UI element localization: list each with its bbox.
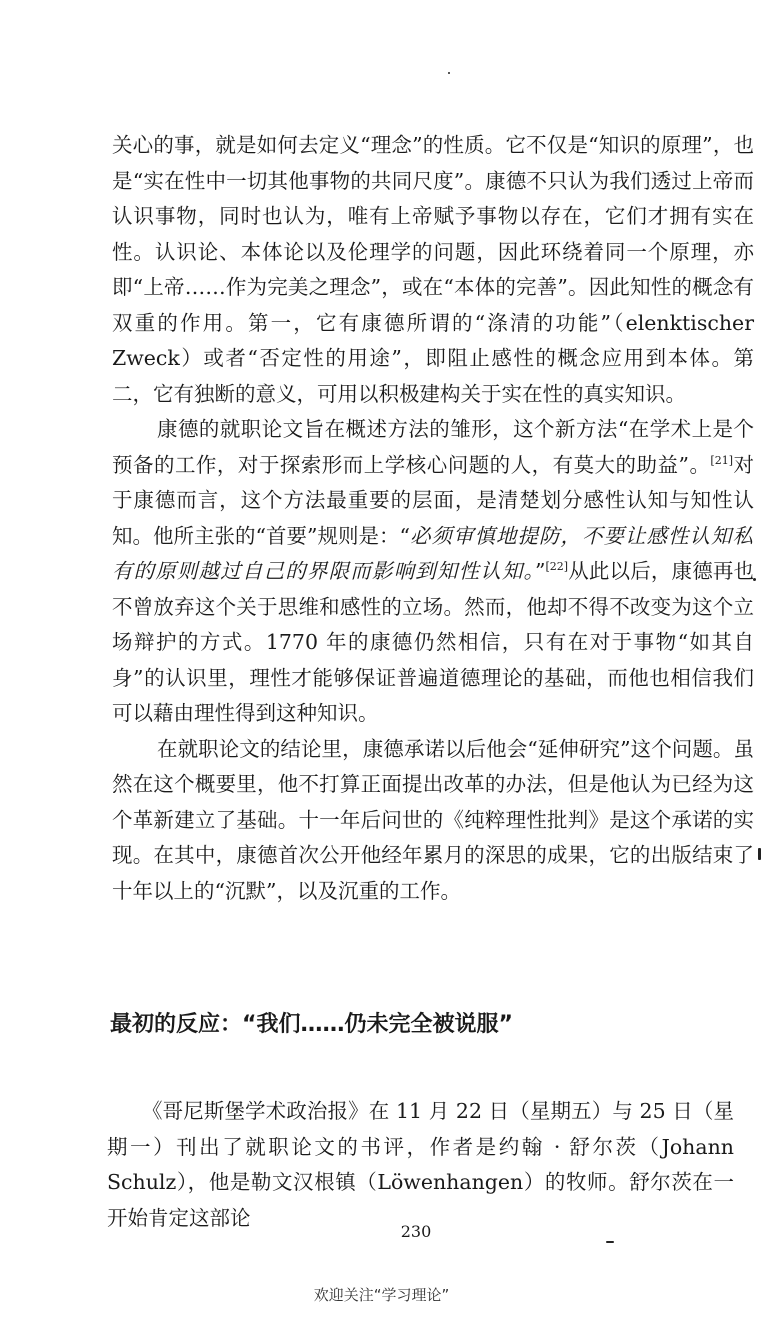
footer-watermark: 欢迎关注“学习理论” bbox=[313, 1286, 450, 1304]
paragraph-2-text-b: 对于康德而言，这个方法最重要的层面，是清楚划分感性认知与知性认知。他所主张的“首要”规则是：“ bbox=[112, 452, 754, 548]
paragraph-4-text: 《哥尼斯堡学术政治报》在 11 月 22 日（星期五）与 25 日（星期一）刊出了就职论文的书评，作者是约翰 · 舒尔茨（Johann Schulz），他是勒文汉根镇（Löwenhangen）的牧师。舒尔茨在一开始肯定这部论 bbox=[107, 1099, 734, 1230]
section-heading: 最初的反应：“我们……仍未完全被说服” bbox=[110, 1012, 513, 1037]
paragraph-2-text-a: 康德的就职论文旨在概述方法的雏形，这个新方法“在学术上是个预备的工作，对于探索形而上学核心问题的人，有莫大的助益”。 bbox=[112, 417, 754, 477]
paragraph-2-text-c: 从此以后，康德再也不曾放弃这个关于思维和感性的立场。然而，他却不得不改变为这个立场辩护的方式。1770 年的康德仍然相信，只有在对于事物“如其自身”的认识里，理性才能够保证普遍道德理论的基础，而他也相信我们可以藉由理性得到这种知识。 bbox=[112, 559, 755, 725]
footnote-marker-22[interactable]: [22] bbox=[545, 560, 569, 574]
paragraph-4 bbox=[107, 1094, 734, 1236]
section-text-block bbox=[107, 1094, 734, 1236]
page-number: 230 bbox=[400, 1222, 432, 1241]
paragraph-1-text: 关心的事，就是如何去定义“理念”的性质。它不仅是“知识的原理”，也是“实在性中一切其他事物的共同尺度”。康德不只认为我们透过上帝而认识事物，同时也认为，唯有上帝赋予事物以存在，它们才拥有实在性。认识论、本体论以及伦理学的问题，因此环绕着同一个原理，亦即“上帝……作为完美之理念”，或在“本体的完善”。因此知性的概念有双重的作用。第一，它有康德所谓的“涤清的功能”（elenktischer Zweck）或者“否定性的用途”，即阻止感性的概念应用到本体。第二，它有独断的意义，可用以积极建构关于实在性的真实知识。 bbox=[112, 133, 754, 406]
paragraph-1 bbox=[112, 128, 754, 412]
scan-speck bbox=[448, 72, 450, 74]
paragraph-2-quote-close: ” bbox=[534, 559, 546, 583]
paragraph-3-text: 在就职论文的结论里，康德承诺以后他会“延伸研究”这个问题。虽然在这个概要里，他不打算正面提出改革的办法，但是他认为已经为这个革新建立了基础。十一年后问世的《纯粹理性批判》是这个承诺的实现。在其中，康德首次公开他经年累月的深思的成果，它的出版结束了十年以上的“沉默”，以及沉重的工作。 bbox=[112, 736, 754, 903]
scan-speck bbox=[606, 1241, 614, 1243]
paragraph-2 bbox=[112, 412, 754, 732]
footnote-marker-21[interactable]: [21] bbox=[710, 453, 734, 467]
main-text-block bbox=[112, 128, 754, 909]
paragraph-2-quote: 必须审慎地提防，不要让感性认知私有的原则越过自己的界限而影响到知性认知。 bbox=[112, 523, 754, 583]
paragraph-3 bbox=[112, 732, 754, 910]
scan-speck bbox=[758, 848, 761, 860]
